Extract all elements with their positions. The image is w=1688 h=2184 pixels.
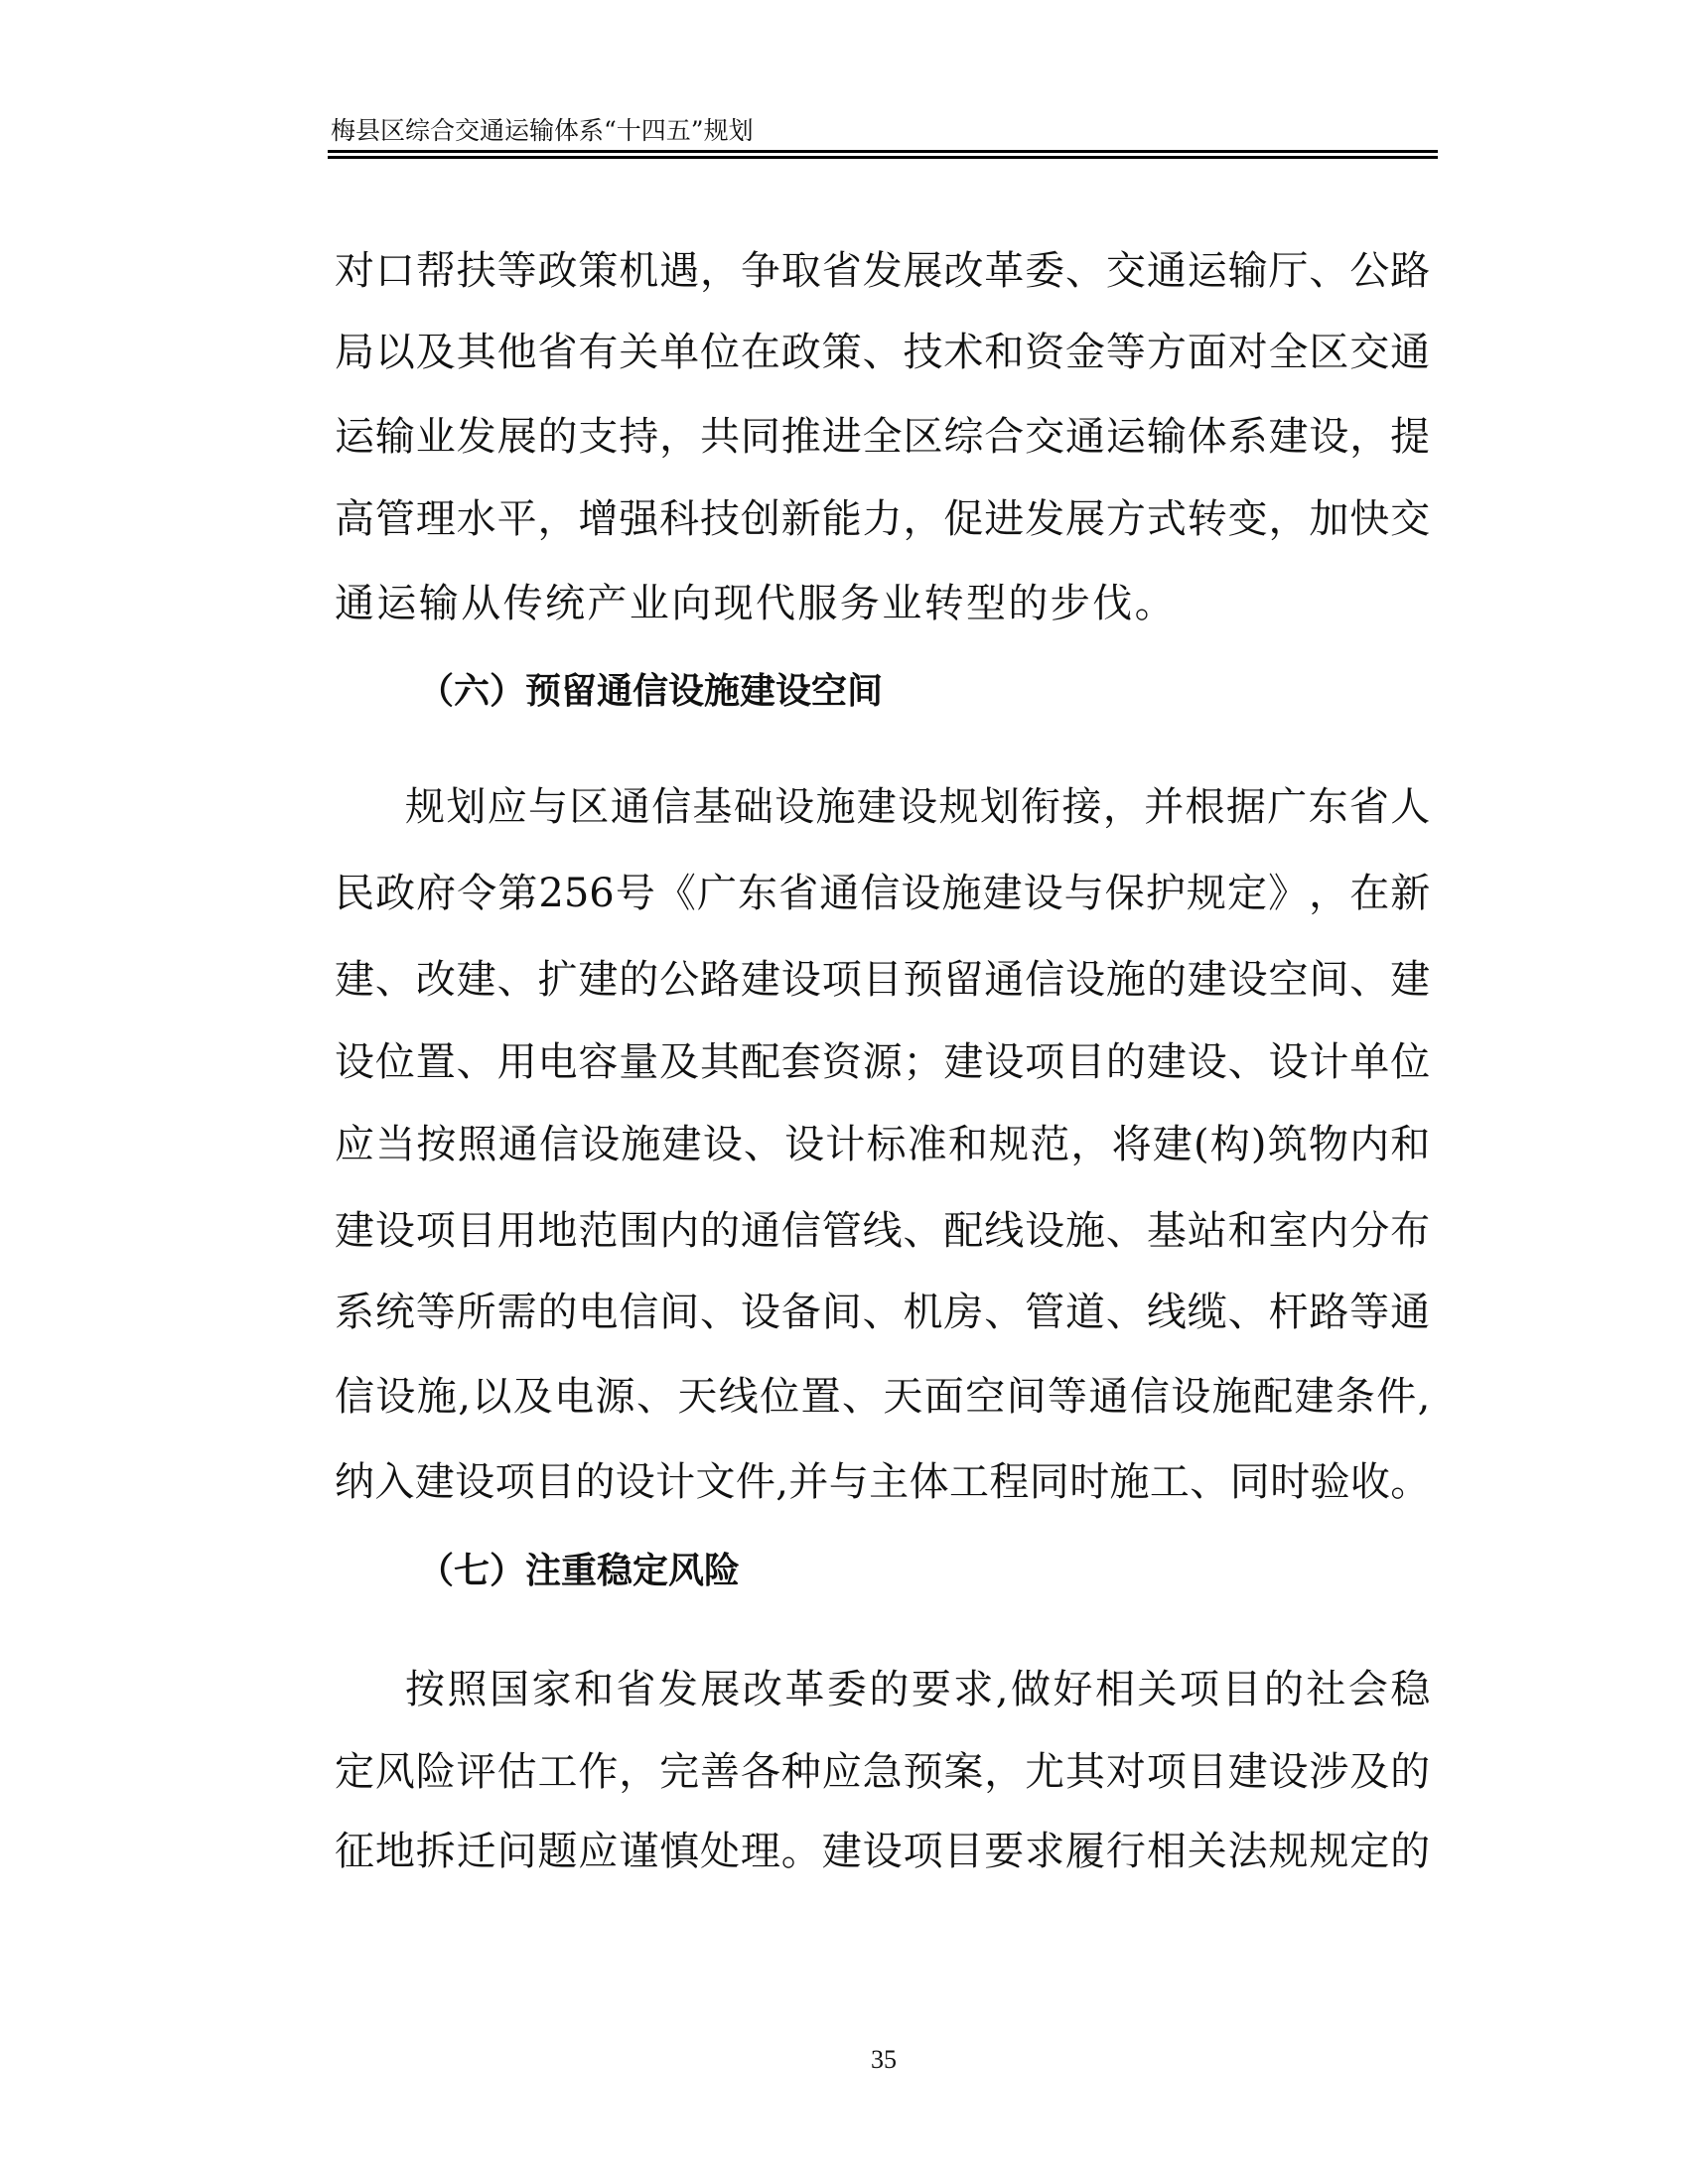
header-rule-thin xyxy=(328,156,1438,159)
section-heading-7: （七）注重稳定风险 xyxy=(418,1551,741,1591)
paragraph-line: 设位置、用电容量及其配套资源；建设项目的建设、设计单位 xyxy=(335,1039,1430,1085)
paragraph-line: 局以及其他省有关单位在政策、技术和资金等方面对全区交通 xyxy=(335,330,1430,375)
paragraph-line: 纳入建设项目的设计文件,并与主体工程同时施工、同时验收。 xyxy=(335,1459,1430,1505)
paragraph-line: 应当按照通信设施建设、设计标准和规范，将建(构)筑物内和 xyxy=(335,1122,1430,1167)
paragraph-line: 对口帮扶等政策机遇，争取省发展改革委、交通运输厅、公路 xyxy=(335,248,1430,294)
paragraph-line: 按照国家和省发展改革委的要求,做好相关项目的社会稳 xyxy=(405,1667,1430,1712)
running-header: 梅县区综合交通运输体系“十四五”规划 xyxy=(331,116,754,145)
paragraph-line: 通运输从传统产业向现代服务业转型的步伐。 xyxy=(335,581,1177,626)
paragraph-line: 建设项目用地范围内的通信管线、配线设施、基站和室内分布 xyxy=(335,1208,1430,1254)
paragraph-line: 规划应与区通信基础设施建设规划衔接，并根据广东省人 xyxy=(405,784,1430,830)
section-heading-6: （六）预留通信设施建设空间 xyxy=(418,671,884,712)
paragraph-line: 建、改建、扩建的公路建设项目预留通信设施的建设空间、建 xyxy=(335,957,1430,1003)
paragraph-line: 定风险评估工作，完善各种应急预案，尤其对项目建设涉及的 xyxy=(335,1749,1430,1795)
paragraph-line: 民政府令第256号《广东省通信设施建设与保护规定》，在新 xyxy=(335,871,1430,916)
paragraph-line: 征地拆迁问题应谨慎处理。建设项目要求履行相关法规规定的 xyxy=(335,1829,1430,1874)
page-number: 35 xyxy=(871,2045,897,2074)
paragraph-line: 高管理水平，增强科技创新能力，促进发展方式转变，加快交 xyxy=(335,496,1430,542)
header-rule-thick xyxy=(328,150,1438,153)
paragraph-line: 信设施,以及电源、天线位置、天面空间等通信设施配建条件, xyxy=(335,1374,1430,1420)
paragraph-line: 运输业发展的支持，共同推进全区综合交通运输体系建设，提 xyxy=(335,414,1430,460)
paragraph-line: 系统等所需的电信间、设备间、机房、管道、线缆、杆路等通 xyxy=(335,1290,1430,1335)
